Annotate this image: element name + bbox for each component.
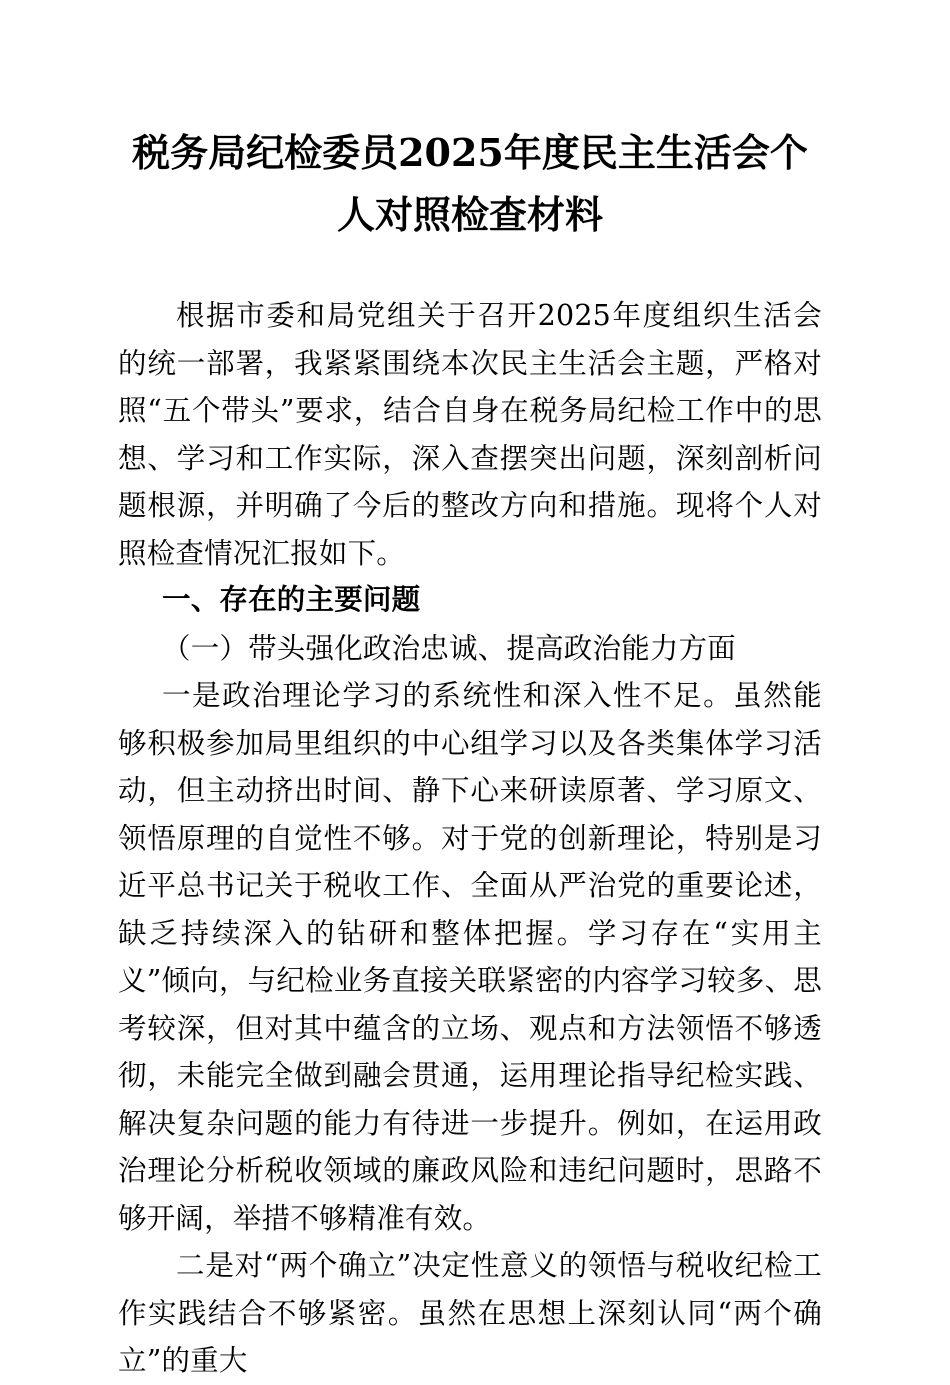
subsection-heading-1-1: （一）带头强化政治忠诚、提高政治能力方面: [162, 631, 737, 665]
document-content-column: [118, 0, 822, 1385]
point-two-paragraph: 二是对“两个确立”决定性意义的领悟与税收纪检工作实践结合不够紧密。虽然在思想上深刻认同“两个确立”的重大: [118, 1249, 822, 1377]
section-heading-1: 一、存在的主要问题: [162, 584, 421, 616]
title-spacer: [118, 246, 822, 292]
intro-paragraph: 根据市委和局党组关于召开2025年度组织生活会的统一部署，我紧紧围绕本次民主生活会主题，严格对照“五个带头”要求，结合自身在税务局纪检工作中的思想、学习和工作实际，深入查摆突出问题，深刻剖析问题根源，并明确了今后的整改方向和措施。现将个人对照检查情况汇报如下。: [118, 299, 822, 570]
page-title: 税务局纪检委员2025年度民主生活会个人对照检查材料: [132, 130, 808, 237]
point-one-paragraph: 一是政治理论学习的系统性和深入性不足。虽然能够积极参加局里组织的中心组学习以及各类集体学习活动，但主动挤出时间、静下心来研读原著、学习原文、领悟原理的自觉性不够。对于党的创新理论，特别是习近平总书记关于税收工作、全面从严治党的重要论述，缺乏持续深入的钻研和整体把握。学习存在“实用主义”倾向，与纪检业务直接关联紧密的内容学习较多、思考较深，但对其中蕴含的立场、观点和方法领悟不够透彻，未能完全做到融会贯通，运用理论指导纪检实践、解决复杂问题的能力有待进一步提升。例如，在运用政治理论分析税收领域的廉政风险和违纪问题时，思路不够开阔，举措不够精准有效。: [118, 679, 822, 1235]
